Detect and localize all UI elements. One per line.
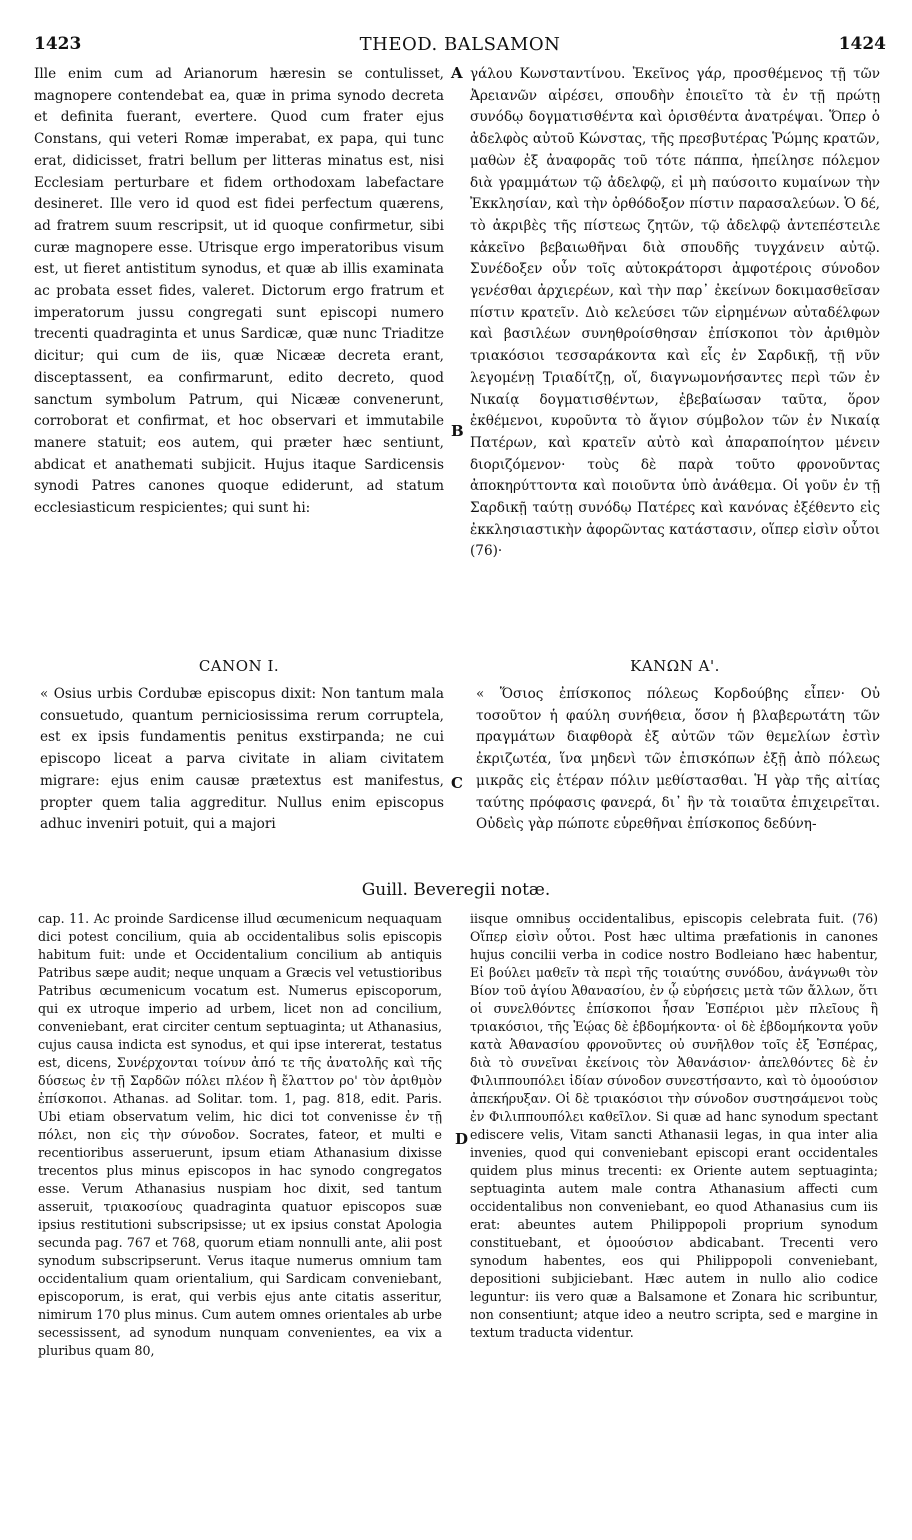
margin-marker-a: A (451, 64, 463, 82)
margin-marker-c: C (451, 774, 463, 792)
intro-latin-column (34, 64, 444, 520)
running-title: THEOD. BALSAMON (359, 34, 561, 55)
notes-right-column (470, 910, 878, 1342)
margin-marker-d: D (455, 1130, 469, 1148)
canon-latin-text: « Osius urbis Cordubæ episcopus dixit: Non tantum mala consuetudo, quantum perniciosissima rerum corruptela, est ex ipsis fundamentis penitus exstirpanda; ne cui episcopo liceat a parva civitate in aliam civitatem migrare: ejus enim causæ prætextus est manifestus, propter quem talia aggreditur. Nullus enim episcopus adhuc inveniri potuit, qui a majori (40, 686, 444, 833)
canon-latin-body (40, 684, 444, 836)
canon-greek-text: « Ὅσιος ἐπίσκοπος πόλεως Κορδούβης εἶπεν· Οὐ τοσοῦτον ἡ φαύλη συνήθεια, ὅσον ἡ βλαβερωτάτη τῶν πραγμάτων διαφθορὰ ἐξ αὐτῶν τῶν θεμελίων ἐστὶν ἐκριζωτέα, ἵνα μηδενὶ τῶν ἐπισκόπων ἐξῇ ἀπὸ πόλεως μικρᾶς εἰς ἑτέραν πόλιν μεθίστασθαι. Ἡ γὰρ τῆς αἰτίας ταύτης πρόφασις φανερά, δι᾽ ἣν τὰ τοιαῦτα ἐπιχειρεῖται. Οὐδεὶς γὰρ πώποτε εὑρεθῆναι ἐπίσκοπος δεδύνη- (476, 686, 880, 833)
canon-latin-heading: CANON I. (198, 657, 280, 675)
notes-left-text: cap. 11. Ac proinde Sardicense illud œcumenicum nequaquam dici potest concilium, quia ab occidentalibus solis episcopis habitum fuit: unde et Occidentalium concilium ab antiquis Patribus sæpe audit; neque unquam a Græcis vel vetustioribus Patribus œcumenicum vocatum est. Numerus episcoporum, qui ex utroque imperio ad urbem, licet non ad concilium, conveniebant, erat circiter centum septuaginta; ut Athanasius, cujus causa indicta est synodus, et qui ipse intererat, testatus est, dicens, Συνέρχονται τοίνυν ἀπό τε τῆς ἀνατολῆς καὶ τῆς δύσεως ἐν τῇ Σαρδῶν πόλει πλέον ἢ ἔλαττον ρο' τὸν ἀριθμὸν ἐπίσκοποι. Athanas. ad Solitar. tom. 1, pag. 818, edit. Paris. Ubi etiam observatum velim, hic dici tot convenisse ἐν τῇ πόλει, non εἰς τὴν σύνοδον. Socrates, fateor, et multi e recentioribus asseruerunt, ipsum etiam Athanasium dixisse trecentos plus minus episcopos in hac synodo congregatos esse. Verum Athanasius nuspiam hoc dixit, sed tantum asseruit, τριακοσίους quadraginta quatuor episcopos suæ ipsius restitutioni subscripsisse; ut ex ipsius constat Apologia secunda pag. 767 et 768, quorum etiam nonnulli ante, alii post synodum subscripserunt. Verus itaque numerus omnium tam occidentalium quam orientalium, qui Sardicam conveniebant, episcoporum, is erat, qui verbis ejus ante citatis asseritur, nimirum 170 plus minus. Cum autem omnes orientales ab urbe secessissent, ad synodum nunquam convenientes, ea vix a pluribus quam 80, (38, 911, 442, 1358)
intro-greek-text: γάλου Κωνσταντίνου. Ἐκεῖνος γάρ, προσθέμενος τῇ τῶν Ἀρειανῶν αἱρέσει, σπουδὴν ἐποιεῖτο τὰ ἐν τῇ πρώτῃ συνόδῳ δογματισθέντα καὶ ὁρισθέντα ἀνατρέψαι. Ὅπερ ὁ ἀδελφὸς αὐτοῦ Κώνστας, τῆς πρεσβυτέρας Ῥώμης κρατῶν, μαθὼν ἐξ ἀναφορᾶς τοῦ τότε πάππα, ἠπείλησε πόλεμον διὰ γραμμάτων τῷ ἀδελφῷ, εἰ μὴ παύσοιτο κυμαίνων τὴν Ἐκκλησίαν, καὶ τὴν ὀρθόδοξον πίστιν παρασαλεύων. Ὁ δέ, τὸ ἀκριβὲς τῆς πίστεως ζητῶν, τῷ ἀδελφῷ ἀντεπέστειλε κἀκεῖνο βεβαιωθῆναι διὰ σπουδῆς τυγχάνειν αὐτῷ. Συνέδοξεν οὖν τοῖς αὐτοκράτορσι ἀμφοτέροις σύνοδον γενέσθαι ἀρχιερέων, καὶ τὴν παρ᾽ ἐκείνων δοκιμασθεῖσαν πίστιν κρατεῖν. Διὸ κελεύσει τῶν εἰρημένων αὐταδέλφων καὶ βασιλέων συνηθροίσθησαν ἐπίσκοποι τὸν ἀριθμὸν τριακόσιοι τεσσαράκοντα καὶ εἷς ἐν Σαρδικῇ, τῇ νῦν λεγομένῃ Τριαδίτζῃ, οἵ, διαγνωμονήσαντες περὶ τῶν ἐν Νικαίᾳ δογματισθέντων, ἐβεβαίωσαν ταῦτα, ὅρον ἐκθέμενοι, κυροῦντα τὸ ἅγιον σύμβολον τῶν ἐν Νικαίᾳ Πατέρων, καὶ κρατεῖν αὐτὸ καὶ ἀπαραποίητον μένειν διοριζόμενον· τοὺς δὲ παρὰ τοῦτο φρονοῦντας ἀποκηρύττοντα καὶ ποιοῦντα ὑπὸ ἀνάθεμα. Οἱ γοῦν ἐν τῇ Σαρδικῇ ταύτῃ συνόδῳ Πατέρες καὶ κανόνας ἐξέθεντο εἰς ἐκκλησιαστικὴν ἀφορῶντας κατάστασιν, οἵπερ εἰσὶν οὗτοι (76)· (470, 66, 880, 560)
intro-greek-column (470, 64, 880, 563)
intro-latin-text: Ille enim cum ad Arianorum hæresin se contulisset, magnopere contendebat ea, quæ in prima synodo decreta et definita fuerant, evertere. Quod cum frater ejus Constans, qui veteri Romæ imperabat, ex papa, qui tunc erat, didicisset, fratri bellum per litteras minatus est, nisi Ecclesiam perturbare et fidem orthodoxam labefactare desineret. Ille vero id quod est fidei perfectum quærens, ad fratrem suum rescripsit, ut id quoque confirmetur, sibi curæ magnopere esse. Utrisque ergo imperatoribus visum est, ut fieret antistitum synodus, et quæ ab illis examinata ac probata esset fides, valeret. Dictorum ergo fratrum et imperatorum jussu congregati sunt episcopi numero trecenti quadraginta et unus Sardicæ, quæ nunc Triaditze dicitur; qui cum de iis, quæ Nicææ decreta erant, disceptassent, ea confirmarunt, edito decreto, quod sanctum symbolum Patrum, qui Nicææ convenerunt, corroborat et confirmat, et hoc observari et immutabile manere statuit; eos autem, qui præter hæc sentiunt, abdicat et anathemati subjicit. Hujus itaque Sardicensis synodi Patres canones quoque ediderunt, ad statum ecclesiasticum respicientes; qui sunt hi: (34, 66, 444, 517)
notes-heading: Guill. Beveregii notæ. (361, 880, 551, 900)
canon-greek-heading: ΚΑΝΩΝ Α'. (630, 657, 720, 675)
canon-greek-body (476, 684, 880, 836)
page-number-left: 1423 (34, 34, 82, 54)
margin-marker-b: B (451, 422, 464, 440)
notes-right-text: iisque omnibus occidentalibus, episcopis celebrata fuit. (76) Οἵπερ εἰσὶν οὗτοι. Post hæc ultima præfationis in canones hujus concilii verba in codice nostro Bodleiano hæc habentur, Εἰ βούλει μαθεῖν τὰ περὶ τῆς τοιαύτης συνόδου, ἀνάγνωθι τὸν Βίον τοῦ ἁγίου Ἀθανασίου, ἐν ᾧ εὑρήσεις μετὰ τῶν ἄλλων, ὅτι οἱ συνελθόντες ἐπίσκοποι ἦσαν Ἑσπέριοι μὲν πλεῖους ἢ τριακόσιοι, τῆς Ἑῴας δὲ ἑβδομήκοντα· οἱ δὲ ἑβδομήκοντα γοῦν κατὰ Ἀθανασίου φρονοῦντες οὐ συνῆλθον τοῖς ἐξ Ἑσπέρας, διὰ τὸ συνεῖναι ἐκείνοις τὸν Ἀθανάσιον· ἀπελθόντες δὲ ἐν Φιλιππουπόλει ἰδίαν σύνοδον συνεστήσαντο, καὶ τὸ ὁμοούσιον ἀπεκήρυξαν. Οἱ δὲ τριακόσιοι τὴν σύνοδον συστησάμενοι τοὺς ἐν Φιλιππουπόλει καθεῖλον. Si quæ ad hanc synodum spectant ediscere velis, Vitam sancti Athanasii legas, in qua inter alia invenies, quod qui conveniebant episcopi erant occidentales quidem plus minus trecenti: ex Oriente autem septuaginta; septuaginta autem male contra Athanasium affecti cum occidentalibus non conveniebant, eo quod Athanasius cum iis erat: abeuntes autem Philippopoli proprium synodum constituebant, et ὁμοούσιον abdicabant. Trecenti vero synodum habentes, eos qui Philippopoli conveniebant, depositioni subjiciebant. Hæc autem in nullo alio codice leguntur: iis vero quæ a Balsamone et Zonara hic scribuntur, non consentiunt; atque ideo a neutro scripta, sed e margine in textum traducta videntur. (470, 911, 878, 1340)
page-number-right: 1424 (838, 34, 886, 54)
notes-left-column (38, 910, 442, 1360)
page-header (30, 34, 890, 60)
